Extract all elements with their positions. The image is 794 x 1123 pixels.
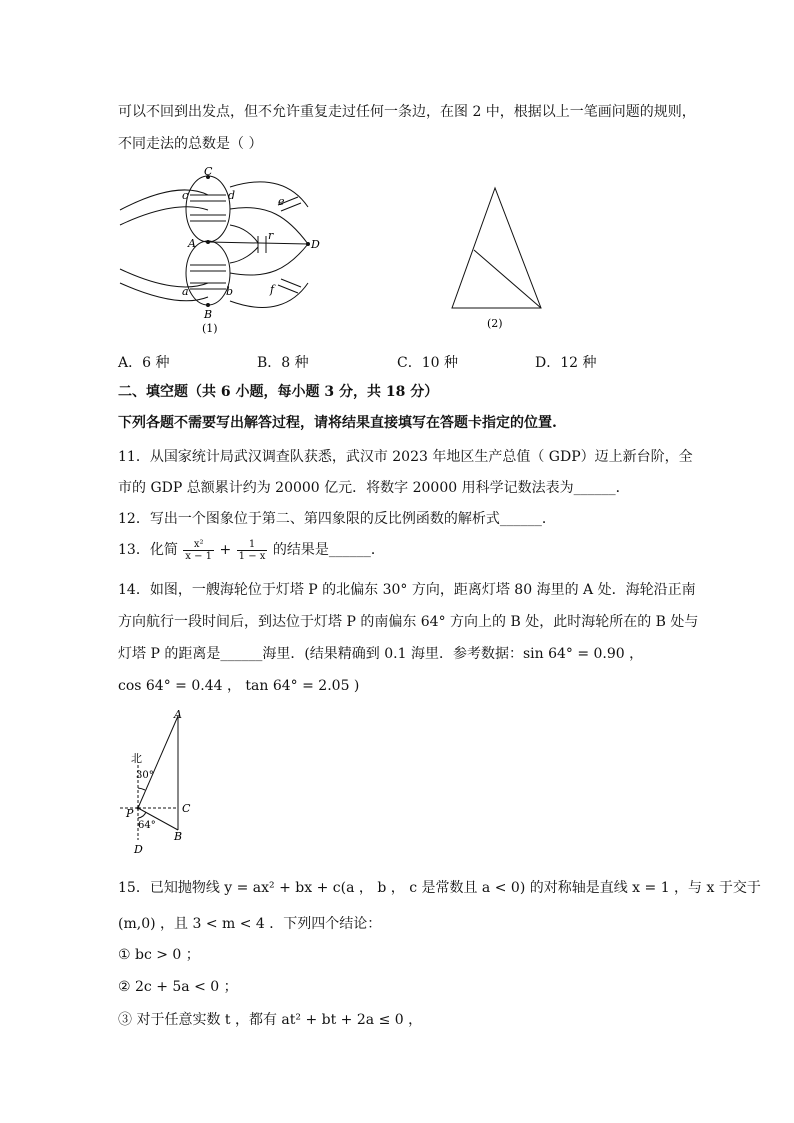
q15-conclusion-3: ③ 对于任意实数 t ，都有 at² + bt + 2a ≤ 0 ， xyxy=(118,1012,423,1028)
fig3-label-D: D xyxy=(134,843,143,856)
fig3-label-C: C xyxy=(182,802,191,815)
q15-line-1: 15．已知抛物线 y = ax² + bx + c(a ， b ， c 是常数且 a < 0) 的对称轴是直线 x = 1 ，与 x 于交于 xyxy=(118,880,761,896)
fig3-label-B: B xyxy=(174,830,183,843)
section-instruction: 下列各题不需要写出解答过程，请将结果直接填写在答题卡指定的位置. xyxy=(118,415,557,431)
fig1-label-d: d xyxy=(228,189,236,202)
fig1-label-C: C xyxy=(204,165,213,178)
fig1-label-e: e xyxy=(278,195,285,208)
q15-conclusion-2: ② 2c + 5a < 0 ； xyxy=(118,979,238,995)
q13-fraction-2 xyxy=(237,539,268,562)
section-title: 二、填空题（共 6 小题，每小题 3 分，共 18 分） xyxy=(118,384,439,400)
q13-prefix: 13．化简 xyxy=(118,542,178,558)
fig1-label-B: B xyxy=(204,308,213,321)
q13-frac1-num: x² xyxy=(183,539,214,551)
q13-suffix: 的结果是______． xyxy=(272,542,385,558)
fig1-label-A: A xyxy=(188,237,196,250)
q13-frac2-den: 1 − x xyxy=(238,550,266,562)
q13-plus: + xyxy=(219,542,232,558)
q14-line-3: 灯塔 P 的距离是______海里．(结果精确到 0.1 海里．参考数据：sin 64° = 0.90 ， xyxy=(118,646,644,662)
option-c: C．10 种 xyxy=(397,355,458,371)
q13-fraction-1 xyxy=(183,539,214,562)
q13-frac2-num: 1 xyxy=(237,539,268,551)
fig1-label-D: D xyxy=(311,238,320,251)
q14-line-2: 方向航行一段时间后，到达位于灯塔 P 的南偏东 64° 方向上的 B 处，此时海轮所在的 B 处与 xyxy=(118,614,699,630)
q14-line-4: cos 64° = 0.44 ， tan 64° = 2.05 ) xyxy=(118,678,360,694)
q12-text: 12．写出一个图象位于第二、第四象限的反比例函数的解析式______． xyxy=(118,511,556,527)
intro-line-1: 可以不回到出发点，但不允许重复走过任何一条边，在图 2 中，根据以上一笔画问题的规则， xyxy=(118,104,696,120)
option-a: A．6 种 xyxy=(118,355,170,371)
fig1-label-a: a xyxy=(182,285,189,298)
fig1-label-f: f xyxy=(270,283,275,296)
q15-conclusion-1: ① bc > 0 ； xyxy=(118,947,200,963)
figure-2-triangle xyxy=(445,180,555,335)
option-b: B．8 种 xyxy=(257,355,309,371)
q15-line-2: (m,0) ，且 3 < m < 4 ．下列四个结论： xyxy=(118,916,382,932)
q11-line-1: 11．从国家统计局武汉调查队获悉，武汉市 2023 年地区生产总值（ GDP）迈上新台阶，全 xyxy=(118,449,693,465)
fig1-label-b: b xyxy=(226,285,234,298)
fig3-angle-64: 64° xyxy=(138,820,156,831)
fig3-north: 北 xyxy=(131,752,142,765)
q13 xyxy=(118,538,385,562)
fig3-label-A: A xyxy=(174,708,182,721)
fig1-label-r: r xyxy=(268,229,274,242)
fig1-label-c: c xyxy=(182,189,189,202)
intro-line-2: 不同走法的总数是（ ） xyxy=(118,136,263,152)
q14-line-1: 14．如图，一艘海轮位于灯塔 P 的北偏东 30° 方向，距离灯塔 80 海里的 A 处．海轮沿正南 xyxy=(118,582,696,598)
option-d: D．12 种 xyxy=(535,355,597,371)
figure-3-lighthouse xyxy=(118,704,208,859)
q11-line-2: 市的 GDP 总额累计约为 20000 亿元．将数字 20000 用科学记数法表为______． xyxy=(118,480,630,496)
fig3-angle-30: 30° xyxy=(136,770,154,781)
q13-frac1-den: x − 1 xyxy=(185,550,213,562)
fig1-caption: (1) xyxy=(202,322,218,335)
fig2-caption: (2) xyxy=(487,317,503,330)
fig3-label-P: P xyxy=(126,807,134,820)
figure-1-bridges xyxy=(118,165,323,337)
